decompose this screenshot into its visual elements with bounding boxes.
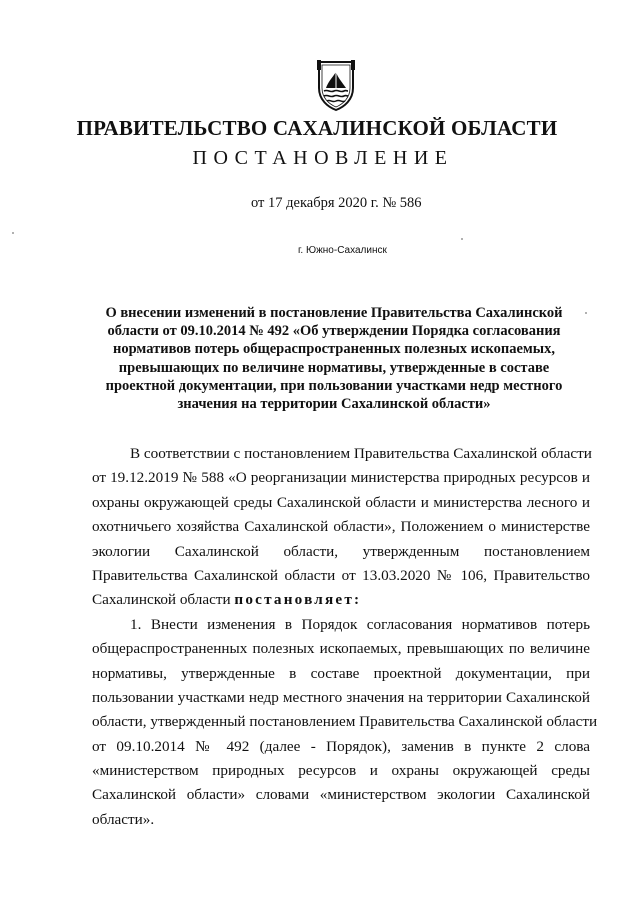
item1-line: общераспространенных полезных ископаемых, превышающих по величине <box>92 640 590 658</box>
government-title: ПРАВИТЕЛЬСТВО САХАЛИНСКОЙ ОБЛАСТИ <box>76 116 558 140</box>
preamble-last-prefix: Сахалинской области <box>92 591 235 609</box>
subject-line: значения на территории Сахалинской области» <box>177 396 491 413</box>
item1-line: 1. Внести изменения в Порядок согласования нормативов потерь <box>130 615 590 633</box>
preamble-resolution-line <box>92 588 590 612</box>
item1-line: Сахалинской области» словами «министерством экологии Сахалинской <box>92 786 590 804</box>
item1-line: пользовании участками недр местного значения на территории Сахалинской <box>92 688 590 706</box>
preamble-line: охраны окружающей среды Сахалинской области и министерства лесного и <box>92 493 590 511</box>
resolves-word: постановляет: <box>234 591 362 609</box>
item1-line: «министерством природных ресурсов и охраны окружающей среды <box>92 762 590 780</box>
coat-of-arms-icon <box>316 58 356 112</box>
decree-subject <box>100 304 568 413</box>
subject-line: О внесении изменений в постановление Правительства Сахалинской <box>105 305 563 321</box>
scan-speck <box>12 232 14 234</box>
decree-city: г. Южно-Сахалинск <box>298 245 387 256</box>
subject-line: проектной документации, при пользовании участками недр местного <box>105 377 563 394</box>
subject-line: области от 09.10.2014 № 492 «Об утверждении Порядка согласования <box>107 323 561 340</box>
decree-body <box>92 442 598 832</box>
preamble-line: охотничьего хозяйства Сахалинской области», Положением о министерстве <box>92 518 590 536</box>
subject-line: нормативов потерь общераспространенных полезных ископаемых, <box>112 341 555 358</box>
preamble-line: В соответствии с постановлением Правительства Сахалинской области <box>130 445 592 462</box>
scan-speck <box>585 312 587 314</box>
decree-date-number: от 17 декабря 2020 г. № 586 <box>251 195 422 211</box>
subject-line: превышающих по величине нормативы, утвержденные в составе <box>118 359 550 376</box>
item1-line: области, утвержденный постановлением Правительства Сахалинской области <box>92 713 598 731</box>
preamble-line: от 19.12.2019 № 588 «О реорганизации министерства природных ресурсов и <box>92 469 590 487</box>
preamble-line: экологии Сахалинской области, утвержденным постановлением <box>92 542 590 560</box>
preamble-line: Правительства Сахалинской области от 13.03.2020 № 106, Правительство <box>92 566 590 584</box>
scan-speck <box>461 238 463 240</box>
item1-line: от 09.10.2014 № 492 (далее - Порядок), заменив в пункте 2 слова <box>92 737 590 755</box>
item1-line: области». <box>92 810 155 828</box>
document-type: ПОСТАНОВЛЕНИЕ <box>192 147 454 169</box>
item1-line: нормативы, утвержденные в составе проектной документации, при <box>92 664 590 682</box>
